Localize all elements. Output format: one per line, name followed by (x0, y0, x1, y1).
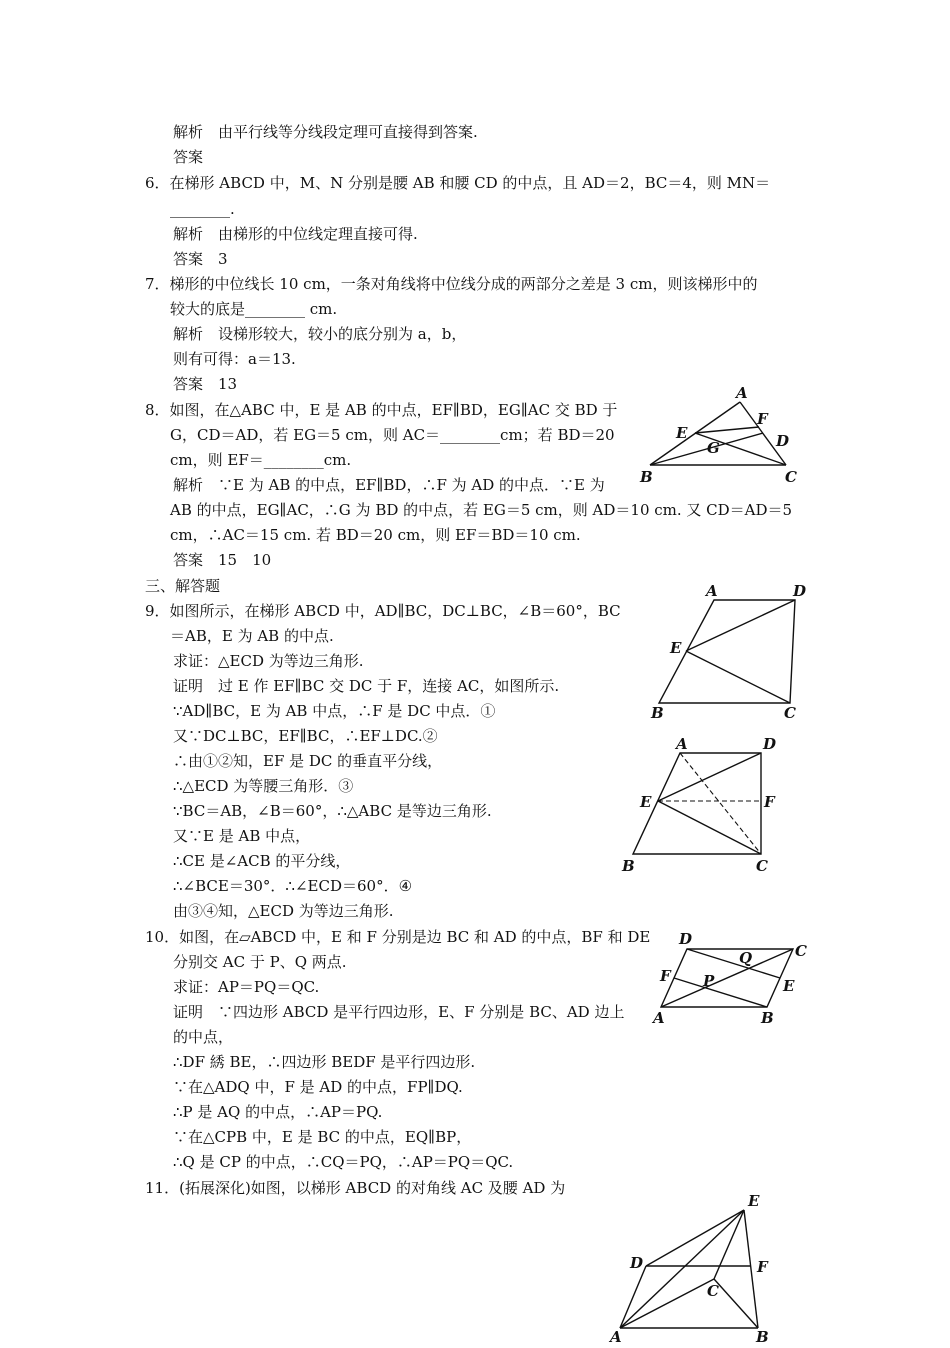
label-a: A (676, 735, 688, 753)
label-c: C (756, 857, 768, 875)
figure-q10 (645, 925, 815, 1034)
text-line: ＝AB，E 为 AB 的中点. (170, 627, 334, 645)
text-line: 求证：△ECD 为等边三角形. (173, 652, 364, 670)
text-line: ∵BC＝AB，∠B＝60°，∴△ABC 是等边三角形. (173, 802, 492, 820)
segment-ef (695, 427, 759, 433)
label-e: E (640, 793, 652, 811)
text-line: 又∵E 是 AB 中点， (173, 827, 311, 845)
label-e: E (748, 1192, 760, 1210)
text-line: 答案 3 (173, 250, 228, 268)
text-line: cm，∴AC＝15 cm. 若 BD＝20 cm，则 EF＝BD＝10 cm. (170, 526, 581, 544)
label-a: A (736, 384, 748, 402)
question-8: 8．如图，在△ABC 中，E 是 AB 的中点，EF∥BD，EG∥AC 交 BD 于 (145, 401, 618, 419)
label-b: B (651, 704, 664, 722)
label-d: D (679, 930, 693, 948)
text-line: 又∵DC⊥BC，EF∥BC，∴EF⊥DC.② (173, 727, 438, 745)
segment-de (646, 1210, 744, 1266)
text-line: ∴P 是 AQ 的中点，∴AP＝PQ. (173, 1103, 383, 1121)
text-line: ∴Q 是 CP 的中点，∴CQ＝PQ，∴AP＝PQ＝QC. (173, 1153, 514, 1171)
text-line: 由③④知，△ECD 为等边三角形. (173, 902, 394, 920)
label-a: A (610, 1328, 622, 1346)
text-line: ∴△ECD 为等腰三角形．③ (173, 777, 354, 795)
label-a: A (653, 1009, 665, 1027)
text-line: 分别交 AC 于 P、Q 两点. (173, 953, 347, 971)
segment-ec (658, 801, 761, 854)
text-line: ∵AD∥BC，E 为 AB 中点，∴F 是 DC 中点．① (173, 702, 496, 720)
text-line: AB 的中点，EG∥AC，∴G 为 BD 的中点，若 EG＝5 cm，则 AD＝10 cm. 又 CD＝AD＝5 (170, 501, 793, 519)
segment-de (687, 949, 780, 978)
segment-ec (686, 651, 790, 703)
text-line: 答案 (173, 148, 204, 166)
segment-ac (661, 949, 793, 1007)
text-line: ∵在△ADQ 中，F 是 AD 的中点，FP∥DQ. (173, 1078, 463, 1096)
label-g: G (707, 439, 720, 457)
question-7: 7．梯形的中位线长 10 cm，一条对角线将中位线分成的两部分之差是 3 cm，则该梯形中的 (145, 275, 758, 293)
label-b: B (761, 1009, 774, 1027)
question-10: 10．如图，在▱ABCD 中，E 和 F 分别是边 BC 和 AD 的中点，BF 和 DE (145, 928, 651, 946)
text-line: 较大的底是________ cm. (170, 300, 338, 318)
label-c: C (785, 468, 797, 486)
label-d: D (630, 1254, 644, 1272)
segment-ed (686, 600, 795, 651)
figure-q8 (630, 384, 820, 494)
segment-ad (620, 1266, 646, 1328)
text-line: ________. (170, 200, 235, 218)
text-line: 解析 设梯形较大，较小的底分别为 a，b， (173, 325, 467, 343)
text-line: ∴由①②知，EF 是 DC 的垂直平分线， (173, 752, 443, 770)
label-d: D (776, 432, 790, 450)
text-line: G，CD＝AD，若 EG＝5 cm，则 AC＝________cm；若 BD＝20 (170, 426, 615, 444)
text-line: ∴∠BCE＝30°．∴∠ECD＝60°．④ (173, 877, 413, 895)
label-e: E (670, 639, 682, 657)
label-f: F (757, 1258, 768, 1276)
label-d: D (793, 582, 807, 600)
label-f: F (757, 410, 768, 428)
label-b: B (756, 1328, 769, 1346)
text-line: ∴DF 綉 BE，∴四边形 BEDF 是平行四边形. (173, 1053, 476, 1071)
label-f: F (764, 793, 775, 811)
text-line: 证明 ∵四边形 ABCD 是平行四边形，E、F 分别是 BC、AD 边上 (173, 1003, 625, 1021)
text-line: 答案 13 (173, 375, 238, 393)
figure-q11 (600, 1190, 780, 1348)
text-line: 则有可得：a＝13. (173, 350, 296, 368)
text-line: ∵在△CPB 中，E 是 BC 的中点，EQ∥BP， (173, 1128, 472, 1146)
label-f: F (660, 967, 671, 985)
segment-ec (714, 1210, 744, 1279)
text-line: cm，则 EF＝________cm. (170, 451, 352, 469)
text-line: 的中点， (173, 1028, 234, 1046)
label-b: B (622, 857, 635, 875)
label-e: E (676, 424, 688, 442)
label-c: C (707, 1282, 719, 1300)
section-heading: 三、解答题 (145, 577, 221, 595)
label-c: C (784, 704, 796, 722)
label-a: A (706, 582, 718, 600)
text-line: 解析 由梯形的中位线定理直接可得. (173, 225, 418, 243)
segment-cb (714, 1279, 758, 1328)
question-9: 9．如图所示，在梯形 ABCD 中，AD∥BC，DC⊥BC，∠B＝60°，BC (145, 602, 621, 620)
label-e: E (783, 977, 795, 995)
text-line: 答案 15 10 (173, 551, 272, 569)
figure-q9-a (640, 580, 820, 729)
trapezoid-abcd (633, 753, 761, 854)
label-b: B (640, 468, 653, 486)
text-line: 证明 过 E 作 EF∥BC 交 DC 于 F，连接 AC，如图所示. (173, 677, 560, 695)
segment-eb (744, 1210, 758, 1328)
text-line: 解析 ∵E 为 AB 的中点，EF∥BD，∴F 为 AD 的中点．∵E 为 (173, 476, 605, 494)
text-line: ∴CE 是∠ACB 的平分线， (173, 852, 351, 870)
segment-ed (658, 753, 761, 801)
label-q: Q (739, 949, 753, 967)
question-11: 11．(拓展深化)如图，以梯形 ABCD 的对角线 AC 及腰 AD 为 (145, 1179, 566, 1197)
segment-bf (674, 978, 767, 1007)
label-c: C (795, 942, 807, 960)
figure-q9-b (618, 733, 793, 882)
label-p: P (703, 972, 715, 990)
segment-ac-dashed (680, 753, 761, 854)
question-6: 6．在梯形 ABCD 中，M、N 分别是腰 AB 和腰 CD 的中点，且 AD＝2，BC＝4，则 MN＝ (145, 174, 771, 192)
label-d: D (763, 735, 777, 753)
segment-ac (620, 1279, 714, 1328)
text-line: 求证：AP＝PQ＝QC. (173, 978, 320, 996)
text-line: 解析 由平行线等分线段定理可直接得到答案. (173, 123, 478, 141)
